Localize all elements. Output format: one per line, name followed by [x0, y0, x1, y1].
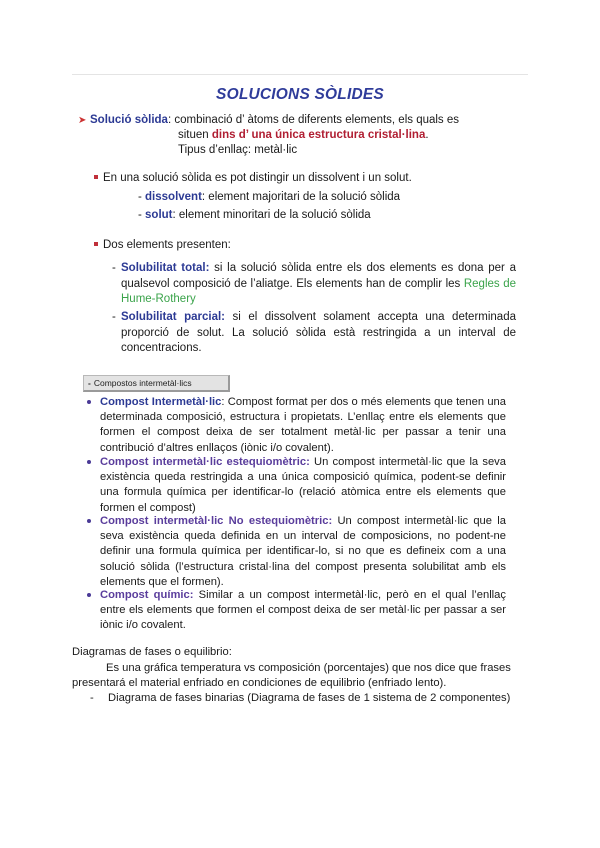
diagramas-line2: presentará el material enfriado en condiciones de equilibrio (enfriado lento). — [72, 677, 447, 689]
round-bullet-icon — [87, 400, 91, 404]
solubilitat-parcial-text: si el dissolvent solament accepta una determinada proporció de solut. La solució sòlida està restringida a un interval de concentracions. — [121, 311, 516, 354]
compostos-dash: - — [88, 378, 91, 388]
round-bullet-icon — [87, 460, 91, 464]
top-divider — [72, 74, 528, 75]
hume-rothery-link[interactable]: Regles de Hume-Rothery — [121, 277, 516, 305]
list-dash: - — [90, 692, 94, 704]
diagramas-heading: Diagramas de fases o equilibrio: — [72, 646, 232, 658]
dissolvent-solut-intro — [94, 171, 412, 186]
solucio-solida-def2-prefix: situen — [178, 129, 212, 141]
dissolvent-dash: - — [138, 191, 146, 203]
compost-no-estequiometric — [100, 514, 506, 590]
dos-elements-intro — [94, 238, 231, 253]
solucio-solida-term: Solució sòlida — [90, 114, 168, 126]
compost-intermetallic-term: Compost Intermetàl·lic — [100, 396, 222, 408]
solubilitat-parcial-term: Solubilitat parcial: — [121, 311, 225, 323]
compost-estequiometric-text: Un compost intermetàl·lic que la seva existència queda restringida a una única composició química, podent-se definir una formula química per identificar-lo (relació atòmica entre els elements que formen el compost) — [100, 456, 506, 514]
compost-quimic-text: Similar a un compost intermetàl·lic, però en el qual l’enllaç entre els elements que formen el compost deixa de ser metàl·lic per passar a ser iònic i/o covalent. — [100, 589, 506, 632]
dash-marker: - — [112, 311, 116, 323]
dissolvent-text: : element majoritari de la solució sòlida — [201, 191, 401, 203]
compost-quimic-term: Compost químic: — [100, 589, 194, 601]
compostos-label: Compostos intermetàl·lics — [93, 378, 192, 388]
compost-quimic — [100, 588, 506, 634]
tipus-enllac: Tipus d’enllaç: metàl·lic — [178, 144, 298, 156]
solucio-solida-line2 — [178, 128, 429, 143]
compost-intermetallic-text: : Compost format per dos o més elements que tenen una determinada composició, estructura i propietats. L’enllaç entre els elements que formen el compost deixa de ser totalment metàl·lic per passar a tenir una contribució d’altres enllaços (iònic i/o covalent). — [100, 396, 507, 454]
dissolvent-item — [138, 190, 400, 205]
solubilitat-total-term: Solubilitat total: — [121, 262, 210, 274]
square-bullet-icon — [94, 242, 98, 246]
solut-term: solut — [145, 209, 173, 221]
compost-estequiometric-term: Compost intermetàl·lic estequiomètric: — [100, 456, 310, 468]
diagramas-line1: Es una gráfica temperatura vs composición (porcentajes) que nos dice que frases — [106, 662, 511, 674]
solut-dash: - — [138, 209, 146, 221]
solucio-solida-def2-suffix: . — [425, 129, 429, 141]
dissolvent-term: dissolvent — [145, 191, 202, 203]
solucio-solida-line1 — [90, 113, 459, 128]
dash-marker: - — [112, 262, 116, 274]
solubilitat-parcial — [112, 310, 516, 357]
dissolvent-solut-intro-text: En una solució sòlida es pot distingir un dissolvent i un solut. — [103, 172, 412, 184]
diagramas-list-item — [90, 691, 510, 706]
solucio-solida-def1: : combinació d’ àtoms de diferents elements, els quals es — [167, 114, 460, 126]
square-bullet-icon — [94, 175, 98, 179]
compost-estequiometric — [100, 455, 506, 516]
compost-no-estequiometric-term: Compost intermetàl·lic No estequiomètric: — [100, 515, 333, 527]
solut-item — [138, 208, 371, 223]
page-title: SOLUCIONS SÒLIDES — [216, 86, 384, 103]
solucio-solida-highlight: dins d’ una única estructura cristal·lina — [211, 129, 426, 141]
compost-no-estequiometric-text: Un compost intermetàl·lic que la seva existència queda definida en un interval de composicions, no podent-ne definir una formula química per identificar-lo, si no que es defineix com a una solució sòlida (l’estructura cristal·lina del compost presenta solubilitat amb els elements que el formen). — [100, 515, 506, 588]
solubilitat-total-text: si la solució sòlida entre els dos elements es dona per a qualsevol composició de l’aliatge. Els elements han de complir les — [121, 262, 516, 290]
solubilitat-total — [112, 261, 516, 308]
round-bullet-icon — [87, 519, 91, 523]
compost-intermetallic — [100, 395, 506, 456]
diagramas-list-item-text: Diagrama de fases binarias (Diagrama de fases de 1 sistema de 2 componentes) — [108, 692, 511, 704]
arrow-bullet-icon: ➤ — [78, 115, 87, 126]
dos-elements-intro-text: Dos elements presenten: — [103, 239, 231, 251]
compostos-intermetallics-header — [83, 375, 230, 392]
round-bullet-icon — [87, 593, 91, 597]
solut-text: : element minoritari de la solució sòlida — [172, 209, 371, 221]
